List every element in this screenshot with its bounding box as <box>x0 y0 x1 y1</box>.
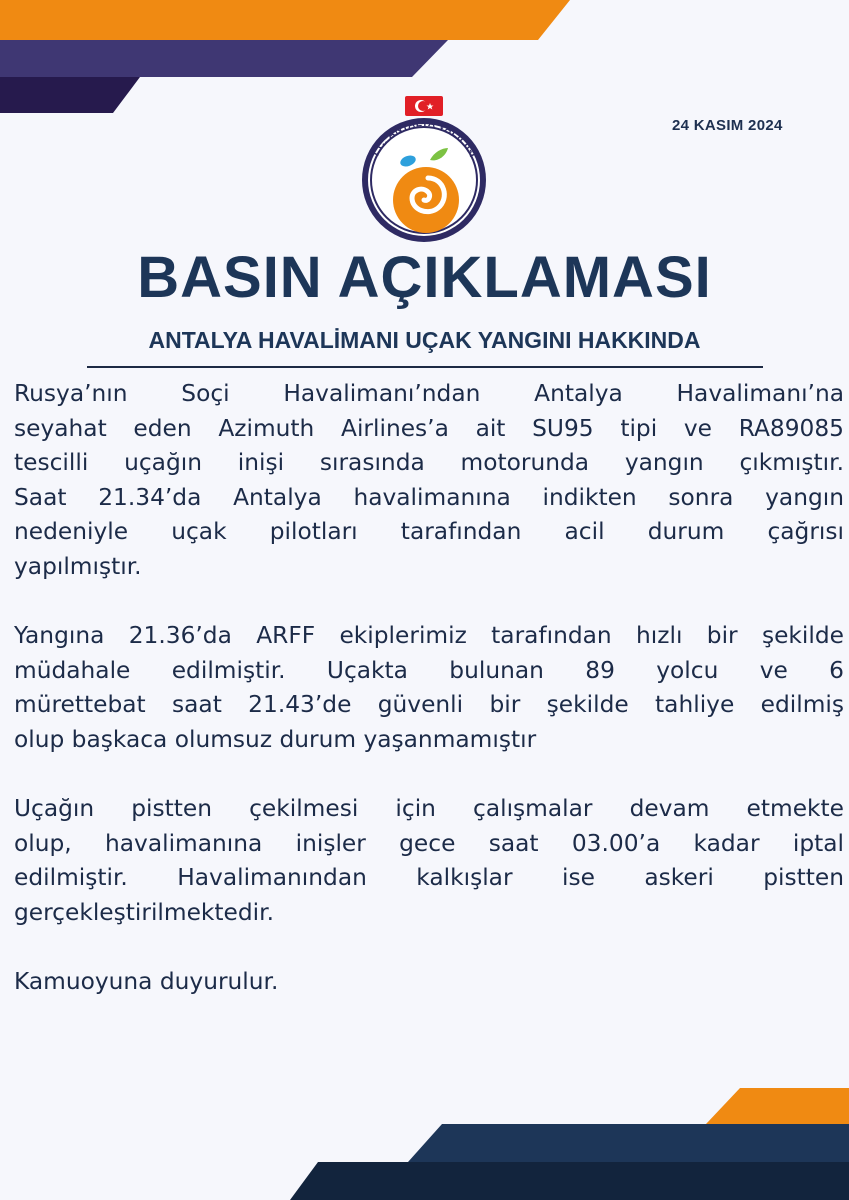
date-label: 24 KASIM 2024 <box>672 117 783 134</box>
text-line: edilmiştir. Havalimanından kalkışlar ise askeri pistten <box>14 864 844 892</box>
text-line: olup başkaca olumsuz durum yaşanmamıştır <box>14 725 537 753</box>
text-line: yapılmıştır. <box>14 552 142 580</box>
text-line: Yangına 21.36’da ARFF ekiplerimiz tarafından hızlı bir şekilde <box>14 622 844 650</box>
text-line: Kamuoyuna duyurulur. <box>14 968 279 996</box>
announcement-body <box>14 377 844 1034</box>
subtitle-underline <box>87 366 763 368</box>
page-subtitle: ANTALYA HAVALİMANI UÇAK YANGINI HAKKINDA <box>148 327 701 353</box>
paragraph-1 <box>14 377 844 585</box>
closing-line <box>14 965 844 1000</box>
bottom-decorative-bands <box>0 1080 849 1200</box>
text-line: mürettebat saat 21.43’de güvenli bir şekilde tahliye edilmiş <box>14 691 844 719</box>
text-line: gerçekleştirilmektedir. <box>14 898 274 926</box>
page-title: BASIN AÇIKLAMASI <box>137 245 712 310</box>
antalya-valiligi-logo <box>350 94 498 246</box>
text-line: olup, havalimanına inişler gece saat 03.00’a kadar iptal <box>14 829 844 857</box>
text-line: Uçağın pistten çekilmesi için çalışmalar devam etmekte <box>14 795 844 823</box>
paragraph-3 <box>14 792 844 930</box>
text-line: müdahale edilmiştir. Uçakta bulunan 89 yolcu ve 6 <box>14 656 844 684</box>
text-line: nedeniyle uçak pilotları tarafından acil durum çağrısı <box>14 518 844 546</box>
svg-text:T.C. ANTALYA VALİLİĞİ: T.C. ANTALYA VALİLİĞİ <box>369 118 479 160</box>
text-line: seyahat eden Azimuth Airlines’a ait SU95 tipi ve RA89085 <box>14 414 844 442</box>
paragraph-2 <box>14 619 844 757</box>
text-line: tescilli uçağın inişi sırasında motorunda yangın çıkmıştır. <box>14 449 844 477</box>
text-line: Rusya’nın Soçi Havalimanı’ndan Antalya Havalimanı’na <box>14 380 844 407</box>
text-line: Saat 21.34’da Antalya havalimanına indikten sonra yangın <box>14 483 844 511</box>
